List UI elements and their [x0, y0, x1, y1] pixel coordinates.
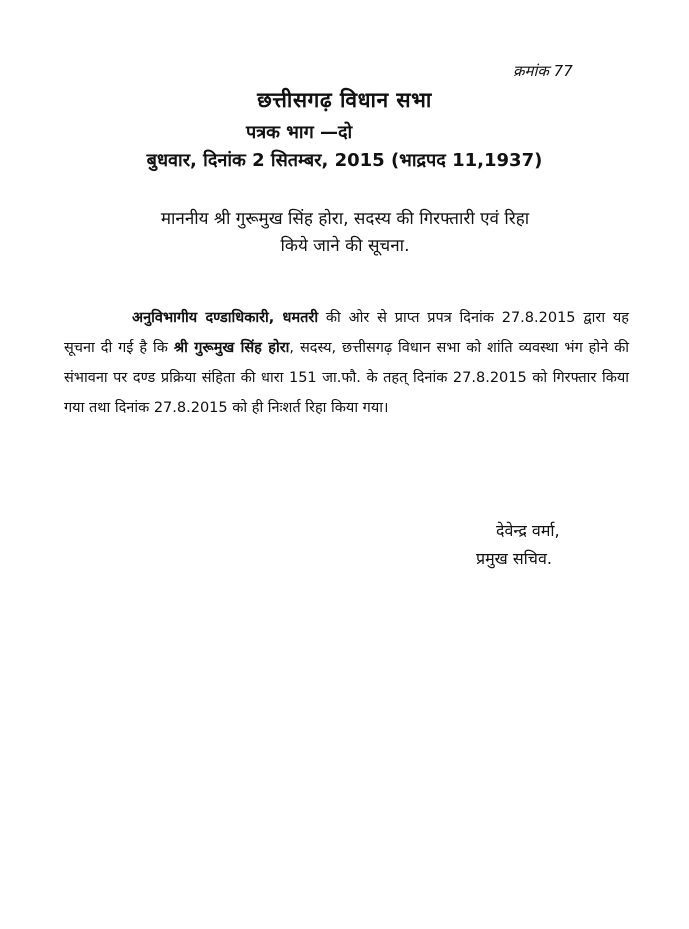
assembly-title: छत्तीसगढ़ विधान सभा — [257, 88, 432, 112]
signatory-designation: प्रमुख सचिव. — [476, 549, 552, 568]
body-text-part-2: , सदस्य, छत्तीसगढ़ विधान सभा को शांति व्यवस्था भंग होने की संभावना पर दण्ड प्रक्रिया संहिता की धारा 151 जा.फौ. के तहत् दिनांक 27.8.2015 को गिरफ्तार किया गया तथा दिनांक 27.8.2015 को ही निःशर्त रिहा किया गया। — [64, 339, 630, 416]
notice-heading — [60, 206, 630, 260]
body-text-part-1: की ओर से प्राप्त प्रपत्र दिनांक 27.8.2015 द्वारा यह सूचना दी गई है कि — [64, 309, 629, 356]
issuing-authority: अनुविभागीय दण्डाधिकारी, धमतरी — [132, 309, 319, 326]
bulletin-part: पत्रक भाग —दो — [246, 122, 353, 143]
member-name: श्री गुरूमुख सिंह होरा — [173, 339, 290, 356]
notice-heading-line-2: किये जाने की सूचना. — [280, 236, 410, 256]
notice-body — [64, 303, 629, 423]
date-line: बुधवार, दिनांक 2 सितम्बर, 2015 (भाद्रपद 11,1937) — [146, 150, 543, 171]
serial-number: क्रमांक 77 — [513, 62, 573, 80]
notice-heading-line-1: माननीय श्री गुरूमुख सिंह होरा, सदस्य की गिरफ्तारी एवं रिहा — [160, 209, 530, 229]
signatory-name: देवेन्द्र वर्मा, — [496, 521, 560, 540]
